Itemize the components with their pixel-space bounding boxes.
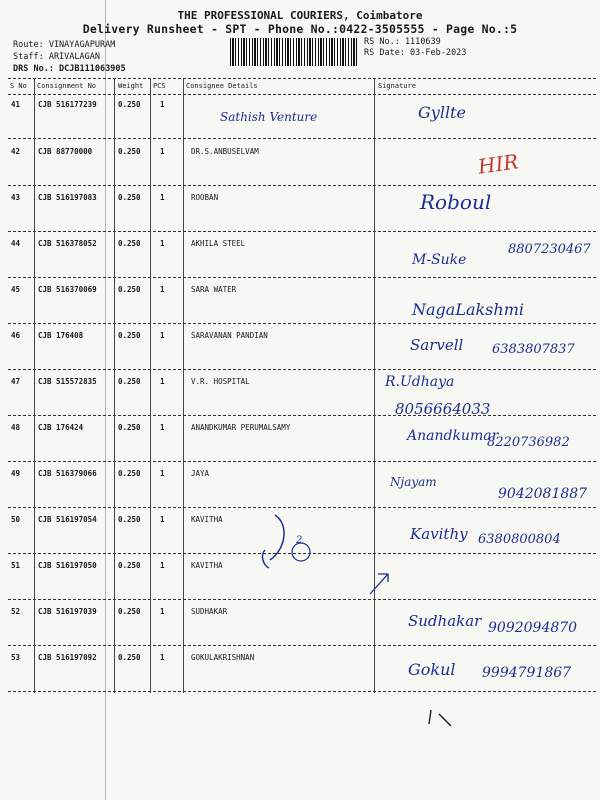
row-sno: 50 xyxy=(11,515,21,524)
arrow-mark-icon xyxy=(366,568,396,598)
row-consignee: ANANDKUMAR PERUMALSAMY xyxy=(191,423,291,432)
row-separator xyxy=(8,185,596,186)
row-signature: Njayam xyxy=(390,475,437,489)
row-signature: R.Udhaya xyxy=(385,374,455,390)
page-margin-line xyxy=(105,0,106,800)
row-consignee: ROOBAN xyxy=(191,193,219,202)
row-pcs: 1 xyxy=(160,285,165,294)
row-consignee: JAYA xyxy=(191,469,210,478)
col-header-signature: Signature xyxy=(378,82,416,90)
row-phone-number: 8056664033 xyxy=(395,400,491,418)
runsheet-title: Delivery Runsheet - SPT - Phone No.:0422-3505555 - Page No.:5 xyxy=(82,22,518,36)
row-sno: 47 xyxy=(11,377,21,386)
row-consignee: SARA WATER xyxy=(191,285,237,294)
row-weight: 0.250 xyxy=(118,653,141,662)
row-signature: Sudhakar xyxy=(408,612,482,630)
row-consignment-no: CJB 516197054 xyxy=(38,515,97,524)
row-sno: 45 xyxy=(11,285,21,294)
row-phone-number: 9994791867 xyxy=(482,665,572,681)
row-separator xyxy=(8,599,596,600)
row-separator xyxy=(8,369,596,370)
rs-number: RS No.: 1110639 xyxy=(364,37,441,47)
row-weight: 0.250 xyxy=(118,100,141,109)
row-separator xyxy=(8,231,596,232)
row-signature: NagaLakshmi xyxy=(412,300,524,319)
row-consignee: KAVITHA xyxy=(191,515,223,524)
row-separator xyxy=(8,461,596,462)
row-signature: Kavithy xyxy=(410,525,468,543)
row-pcs: 1 xyxy=(160,561,165,570)
row-pcs: 1 xyxy=(160,100,165,109)
column-divider xyxy=(34,78,35,693)
closing-pen-mark xyxy=(425,706,465,730)
drs-number: DRS No.: DCJB111063905 xyxy=(13,64,126,74)
row-signature: Gokul xyxy=(408,660,456,679)
row-consignee: GOKULAKRISHNAN xyxy=(191,653,255,662)
row-pcs: 1 xyxy=(160,331,165,340)
row-pcs: 1 xyxy=(160,653,165,662)
row-consignment-no: CJB 516177239 xyxy=(38,100,97,109)
row-sno: 48 xyxy=(11,423,21,432)
column-divider xyxy=(150,78,151,693)
row-sno: 53 xyxy=(11,653,21,662)
row-pcs: 1 xyxy=(160,239,165,248)
col-header-consignment: Consignment No xyxy=(37,82,97,90)
col-header-consignee: Consignee Details xyxy=(186,82,258,90)
row-weight: 0.250 xyxy=(118,469,141,478)
circled-number: 2 xyxy=(296,535,303,546)
row-sno: 41 xyxy=(11,100,21,109)
barcode xyxy=(230,38,358,66)
row-weight: 0.250 xyxy=(118,377,141,386)
row-consignee: AKHILA STEEL xyxy=(191,239,246,248)
column-divider xyxy=(183,78,184,693)
row-phone-number: 8220736982 xyxy=(487,435,570,450)
pen-scribble-mark xyxy=(255,510,315,580)
row-sno: 44 xyxy=(11,239,21,248)
header-bottom-rule xyxy=(8,94,596,95)
row-separator xyxy=(8,645,596,646)
row-consignment-no: CJB 515572835 xyxy=(38,377,97,386)
row-consignment-no: CJB 176424 xyxy=(38,423,84,432)
row-separator xyxy=(8,138,596,139)
row-consignee: V.R. HOSPITAL xyxy=(191,377,250,386)
row-sno: 51 xyxy=(11,561,21,570)
row-sno: 49 xyxy=(11,469,21,478)
col-header-pcs: PCS xyxy=(153,82,166,90)
col-header-weight: Weight xyxy=(118,82,144,90)
header-top-rule xyxy=(8,78,596,79)
row-pcs: 1 xyxy=(160,423,165,432)
column-divider xyxy=(114,78,115,693)
row-consignment-no: CJB 516197039 xyxy=(38,607,97,616)
row-pcs: 1 xyxy=(160,377,165,386)
row-signature: Roboul xyxy=(420,190,492,214)
col-header-sno: S No xyxy=(10,82,27,90)
row-weight: 0.250 xyxy=(118,331,141,340)
row-pcs: 1 xyxy=(160,147,165,156)
row-consignment-no: CJB 516197092 xyxy=(38,653,97,662)
company-title: THE PROFESSIONAL COURIERS, Coimbatore xyxy=(177,9,423,22)
row-consignee: KAVITHA xyxy=(191,561,223,570)
row-consignment-no: CJB 516197050 xyxy=(38,561,97,570)
row-signature: Gyllte xyxy=(418,103,466,122)
row-handwritten-name: Sathish Venture xyxy=(220,110,318,124)
row-weight: 0.250 xyxy=(118,607,141,616)
row-separator xyxy=(8,323,596,324)
row-sno: 52 xyxy=(11,607,21,616)
staff-text: Staff: ARIVALAGAN xyxy=(13,52,100,62)
row-signature: Anandkumar xyxy=(407,428,499,444)
row-separator xyxy=(8,277,596,278)
row-signature: M-Suke xyxy=(412,252,467,268)
row-consignment-no: CJB 516379066 xyxy=(38,469,97,478)
row-sno: 46 xyxy=(11,331,21,340)
row-signature: Sarvell xyxy=(410,336,464,354)
row-consignment-no: CJB 516370069 xyxy=(38,285,97,294)
row-sno: 43 xyxy=(11,193,21,202)
rs-date: RS Date: 03-Feb-2023 xyxy=(364,48,467,58)
row-separator xyxy=(8,415,596,416)
row-phone-number: 9092094870 xyxy=(488,620,578,636)
column-divider xyxy=(374,78,375,693)
row-consignee: DR.S.ANBUSELVAM xyxy=(191,147,259,156)
row-weight: 0.250 xyxy=(118,423,141,432)
row-phone-number: 8807230467 xyxy=(508,242,591,257)
row-phone-number: 9042081887 xyxy=(498,486,588,502)
hir-stamp: HIR xyxy=(476,149,520,179)
row-separator xyxy=(8,691,596,692)
row-phone-number: 6380800804 xyxy=(478,532,561,547)
row-phone-number: 6383807837 xyxy=(492,342,575,357)
row-weight: 0.250 xyxy=(118,147,141,156)
row-weight: 0.250 xyxy=(118,193,141,202)
route-text: Route: VINAYAGAPURAM xyxy=(13,40,116,50)
row-weight: 0.250 xyxy=(118,239,141,248)
row-separator xyxy=(8,507,596,508)
row-weight: 0.250 xyxy=(118,285,141,294)
row-pcs: 1 xyxy=(160,607,165,616)
row-pcs: 1 xyxy=(160,193,165,202)
row-consignee: SARAVANAN PANDIAN xyxy=(191,331,268,340)
row-pcs: 1 xyxy=(160,469,165,478)
row-pcs: 1 xyxy=(160,515,165,524)
row-consignment-no: CJB 88770000 xyxy=(38,147,93,156)
row-consignment-no: CJB 176408 xyxy=(38,331,84,340)
row-weight: 0.250 xyxy=(118,515,141,524)
row-weight: 0.250 xyxy=(118,561,141,570)
row-consignment-no: CJB 516378052 xyxy=(38,239,97,248)
row-consignment-no: CJB 516197083 xyxy=(38,193,97,202)
row-consignee: SUDHAKAR xyxy=(191,607,228,616)
row-sno: 42 xyxy=(11,147,21,156)
